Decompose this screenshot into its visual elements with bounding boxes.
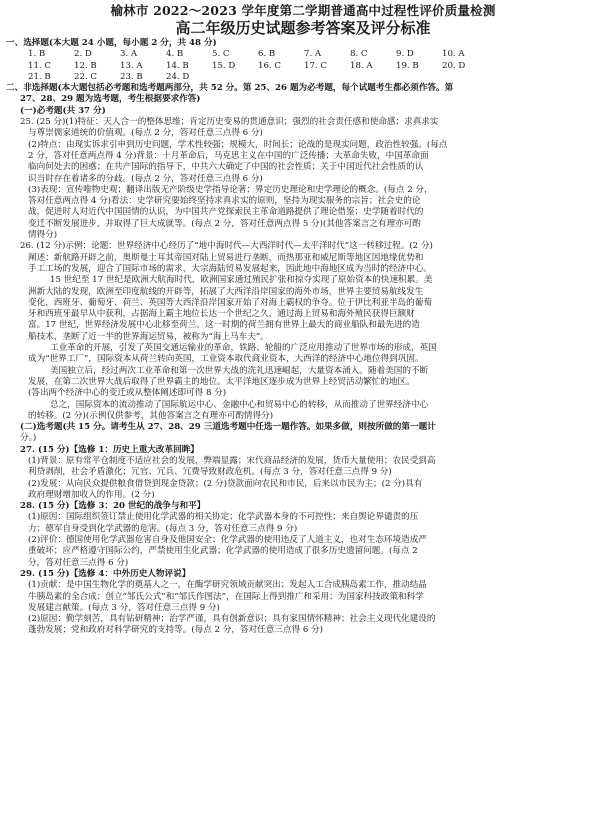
exam-title: 榆林市 2022～2023 学年度第二学期普通高中过程性评价质量检测	[110, 3, 496, 18]
answer-item: 10. A	[442, 49, 465, 60]
answer-item: 12. B	[74, 60, 97, 71]
answer-item: 2. D	[74, 49, 92, 60]
answer-item: 23. B	[120, 71, 143, 82]
section-heading: 二、非选择题(本大题包括必考题和选考题两部分，共 52 分。第 25、26 题为必考题，每个试题考生都必须作答。第	[6, 83, 454, 94]
answer-line: 15 世纪至 17 世纪是欧洲大航海时代，欧洲国家通过殖民扩张和掠夺实现了原始资本的快速积累。美	[50, 275, 433, 286]
answer-line: 政府理财增加收入的作用。(2 分)	[28, 489, 155, 500]
answer-line: (3)表现：宣传唯物史观；翻译出版无产阶级史学指导论著；界定历史理论和史学理论的概念。(每点 2 分，	[28, 184, 433, 195]
answer-line: 手工工场的发展，迎合了国际市场的需求，大宗海陆贸易发展起来，因此地中海地区成为当时的经济中心。	[28, 263, 432, 274]
answer-line: (2)原因：勤学刻苦，具有钻研精神；治学严谨，具有创新意识；具有家国情怀精神；社会主义现代化建设的	[28, 614, 436, 625]
answer-line: 答对任意两点得 4 分)看法：史学研究要始终坚持求真求实的原则，坚持为现实服务的宗旨；社会史的论	[28, 196, 421, 207]
answer-item: 11. C	[28, 60, 51, 71]
answer-line: (1)背景：原有常平仓制度不适应社会的发展，弊端显露；宋代商品经济的发展，货币大量使用；农民受到高	[28, 455, 436, 466]
answer-item: 6. B	[258, 49, 276, 60]
answer-line: 分，答对任意三点得 6 分)	[28, 557, 129, 568]
answer-item: 17. C	[304, 60, 327, 71]
answer-item: 21. B	[28, 71, 51, 82]
answer-line: 重破坏；应严格遵守国际公约，严禁使用生化武器；化学武器的使用造成了很多历史遗留问题。(每点 2	[28, 546, 418, 557]
answer-line: 牛胰岛素的全合成；创立“邹氏公式”和“邹氏作图法”，在国际上得到推广和采用；为国家科技政策和科学	[28, 591, 424, 602]
answer-line: (1)原因：国际组织签订禁止使用化学武器的相关协定；化学武器本身的不可控性；来自舆论界谴责的压	[28, 512, 419, 523]
answer-item: 20. D	[442, 60, 466, 71]
answer-item: 3. A	[120, 49, 138, 60]
question-29	[6, 569, 600, 637]
answer-item: 18. A	[350, 60, 373, 71]
answer-line: 25. (25 分)(1)特征：天人合一的整体思维；肯定历史变易的贯通意识；强烈的社会责任感和使命感；求真求实	[20, 117, 439, 128]
required-heading: (一)必考题(共 37 分)	[20, 105, 106, 116]
answer-line: 28. (15 分)【选修 3：20 世纪的战争与和平】	[20, 501, 206, 512]
answer-line: 总之，国际资本的流动推动了国际航运中心、金融中心和贸易中心的转移，从而推动了世界经济中心	[50, 399, 429, 410]
answer-item: 8. C	[350, 49, 368, 60]
answer-item: 13. A	[120, 60, 143, 71]
answer-line: 富。17 世纪，世界经济发展中心北移至荷兰。这一时期的荷兰拥有世界上最大的商业船队和最先进的造	[28, 320, 420, 331]
question-28	[6, 501, 600, 569]
answer-item: 14. B	[166, 60, 189, 71]
elective-heading-cont: 分。)	[20, 433, 37, 444]
answer-item: 19. B	[396, 60, 419, 71]
document-title: 高二年级历史试题参考答案及评分标准	[175, 19, 431, 37]
answer-line: 工业革命的开展，引发了英国交通运输业的革命，铁路、轮船的广泛应用推动了世界市场的形成，英国	[50, 343, 437, 354]
answer-line: 与尊崇儒家道统的价值观。(每点 2 分，答对任意三点得 6 分)	[28, 128, 263, 139]
answer-line: 牙和西班牙最早从中获利，占据海上霸主地位长达一个世纪之久，通过海上贸易和海外殖民获得巨额财	[28, 309, 415, 320]
answer-line: 发展，在第二次世界大战后取得了世界霸主的地位。太平洋地区逐步成为世界上经贸活动繁忙的地区。	[28, 376, 415, 387]
answer-line: (2)特点：由现实诉求引申到历史问题，学术性较强；规模大，时间长；论战的是现实问题，政治性较强。(每点	[28, 139, 448, 150]
answer-item: 7. A	[304, 49, 322, 60]
answer-item: 24. D	[166, 71, 190, 82]
section-non-choice	[6, 83, 600, 637]
answer-item: 1. B	[28, 49, 46, 60]
section-heading-cont: 27、28、29 题为选考题，考生根据要求作答)	[20, 94, 201, 105]
answer-line: (1)贡献：是中国生物化学的奠基人之一，在酶学研究领域贡献突出；发起人工合成胰岛素工作，推动结晶	[28, 580, 427, 591]
answer-line: 的转移。(2 分)(示例仅供参考，其他答案言之有理亦可酌情得分)	[28, 410, 274, 421]
answer-row	[6, 49, 600, 60]
answer-item: 5. C	[212, 49, 230, 60]
answer-line: 2 分，答对任意两点得 4 分)背景：十月革命后，马克思主义在中国的广泛传播；大革命失败，中国革命面	[28, 150, 429, 161]
answer-line: 情得分)	[28, 230, 58, 241]
answer-line: 阐述：新航路开辟之前，奥斯曼土耳其帝国对陆上贸易进行垄断，而热那亚和威尼斯等地区因地缘优势和	[28, 252, 424, 263]
answer-line: 识当时存在着诸多的分歧。(每点 2 分，答对任意三点得 6 分)	[28, 173, 263, 184]
answer-line: 洲新大陆的发现，欧洲至印度航线的开辟等，拓展了大西洋沿岸国家的海外市场，世界主要贸易航线发生	[28, 286, 424, 297]
answer-line: 蓬勃发展；党和政府对科学研究的支持等。(每点 2 分，答对任意三点得 6 分)	[28, 625, 323, 636]
answer-line: 力；德军自身受到化学武器的危害。(每点 3 分，答对任意三点得 9 分)	[28, 523, 298, 534]
answer-line: 成为“世界工厂”，国际资本从荷兰转向英国，工业资本取代商业资本，大西洋的经济中心地位得到巩固。	[28, 354, 424, 365]
answer-line: 29. (15 分)【选修 4：中外历史人物评说】	[20, 568, 191, 579]
answer-row	[6, 72, 600, 83]
question-26	[6, 241, 600, 422]
answer-line: 战，促进时人对近代中国国情的认识，为中国共产党探索民主革命道路提供了理论借鉴；史学随着时代的	[28, 207, 424, 218]
answer-line: (答出两个经济中心的变迁或从整体阐述即可得 8 分)	[28, 388, 227, 399]
answer-item: 22. C	[74, 71, 97, 82]
answer-line: 27. (15 分)【选修 1：历史上重大改革回眸】	[20, 444, 199, 455]
answer-line: 美国独立后，经过两次工业革命和第一次世界大战的洗礼迅速崛起，大量资本涌入。随着美国的不断	[50, 365, 429, 376]
elective-heading: (二)选考题(共 15 分。请考生从 27、28、29 三道选考题中任选一题作答。如果多做，则按所做的第一题计	[20, 422, 436, 433]
answer-grid	[6, 49, 600, 83]
answer-line: 临向何处去的困惑；在共产国际的指导下，中共六大确定了中国的社会性质；关于中国近代社会性质的认	[28, 162, 424, 173]
answer-line: 变迁不断发展进步，并取得了巨大成就等。(每点 2 分，答对任意两点得 5 分)(其他答案言之有理亦可酌	[28, 218, 421, 229]
answer-line: 26. (12 分)示例：论题：世界经济中心经历了“地中海时代—大西洋时代—太平洋时代”这一转移过程。(2 分)	[20, 241, 433, 252]
answer-item: 15. D	[212, 60, 236, 71]
answer-line: 船技术，垄断了近一半的世界海运贸易，被称为“海上马车夫”。	[28, 331, 269, 342]
answer-line: (2)评价：德国使用化学武器危害自身及他国安全；化学武器的使用违反了人道主义，也对生态环境造成严	[28, 535, 427, 546]
section-heading: 一、选择题(本大题 24 小题，每小题 2 分，共 48 分)	[6, 38, 217, 48]
answer-item: 16. C	[258, 60, 281, 71]
answer-row	[6, 61, 600, 72]
section-multiple-choice	[6, 38, 600, 83]
answer-line: 利贷剥削，社会矛盾激化；冗官、冗兵、冗费导致财政危机。(每点 3 分，答对任意三点得 9 分)	[28, 467, 392, 478]
answer-item: 4. B	[166, 49, 184, 60]
answer-line: (2)发展：从向民众提供粮食借贷到现金贷款；(2 分)贷款面向农民和市民，后来以市民为主；(2 分)具有	[28, 478, 423, 489]
answer-item: 9. D	[396, 49, 414, 60]
question-27	[6, 445, 600, 501]
answer-line: 发展建言献策。(每点 3 分，答对任意三点得 9 分)	[28, 602, 220, 613]
question-25	[6, 117, 600, 241]
answer-line: 变化，西班牙、葡萄牙、荷兰、英国等大西洋沿岸国家开始了对海上霸权的争夺。位于伊比利亚半岛的葡萄	[28, 297, 432, 308]
